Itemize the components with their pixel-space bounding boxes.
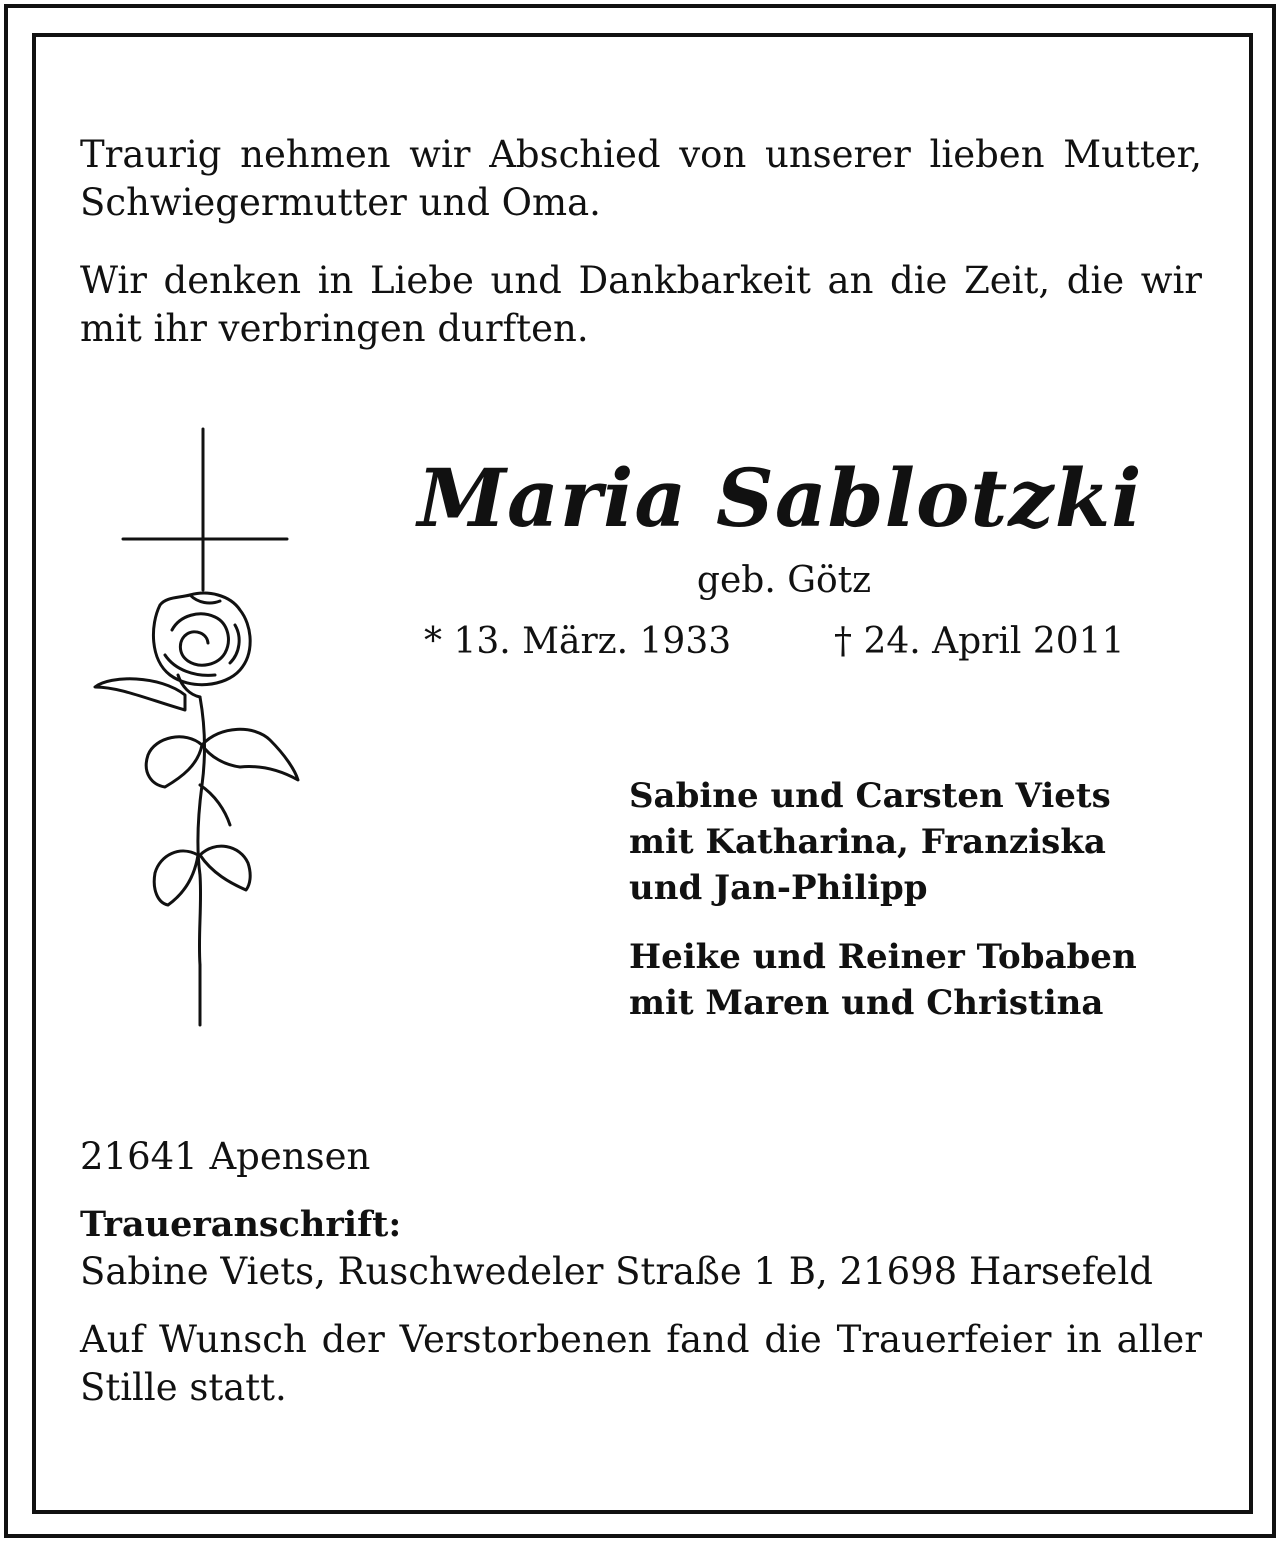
family-line: mit Maren und Christina xyxy=(629,983,1104,1023)
cross-with-rose-icon xyxy=(90,425,305,1030)
death-date: † 24. April 2011 xyxy=(834,621,1125,662)
place-of-residence: 21641 Apensen xyxy=(80,1135,371,1178)
family-line: Sabine und Carsten Viets xyxy=(629,776,1111,816)
family-line: mit Katharina, Franziska xyxy=(629,822,1106,862)
deceased-name: Maria Sablotzki xyxy=(417,451,1143,545)
family-line: Heike und Reiner Tobaben xyxy=(629,937,1137,977)
family-group-2 xyxy=(629,934,1189,1026)
intro-paragraph-1: Traurig nehmen wir Abschied von unserer lieben Mutter, Schwiegermutter und Oma. xyxy=(80,133,1202,224)
family-group-1 xyxy=(629,773,1189,911)
birth-date: * 13. März. 1933 xyxy=(424,621,732,662)
family-line: und Jan-Philipp xyxy=(629,868,928,908)
mourning-address-label: Traueranschrift: xyxy=(80,1204,402,1245)
intro-paragraph-2: Wir denken in Liebe und Dankbarkeit an die Zeit, die wir mit ihr verbringen durften. xyxy=(80,259,1202,350)
maiden-name: geb. Götz xyxy=(696,560,872,601)
mourning-address: Sabine Viets, Ruschwedeler Straße 1 B, 21698 Harsefeld xyxy=(80,1250,1153,1293)
closing-note: Auf Wunsch der Verstorbenen fand die Trauerfeier in aller Stille statt. xyxy=(80,1318,1202,1409)
